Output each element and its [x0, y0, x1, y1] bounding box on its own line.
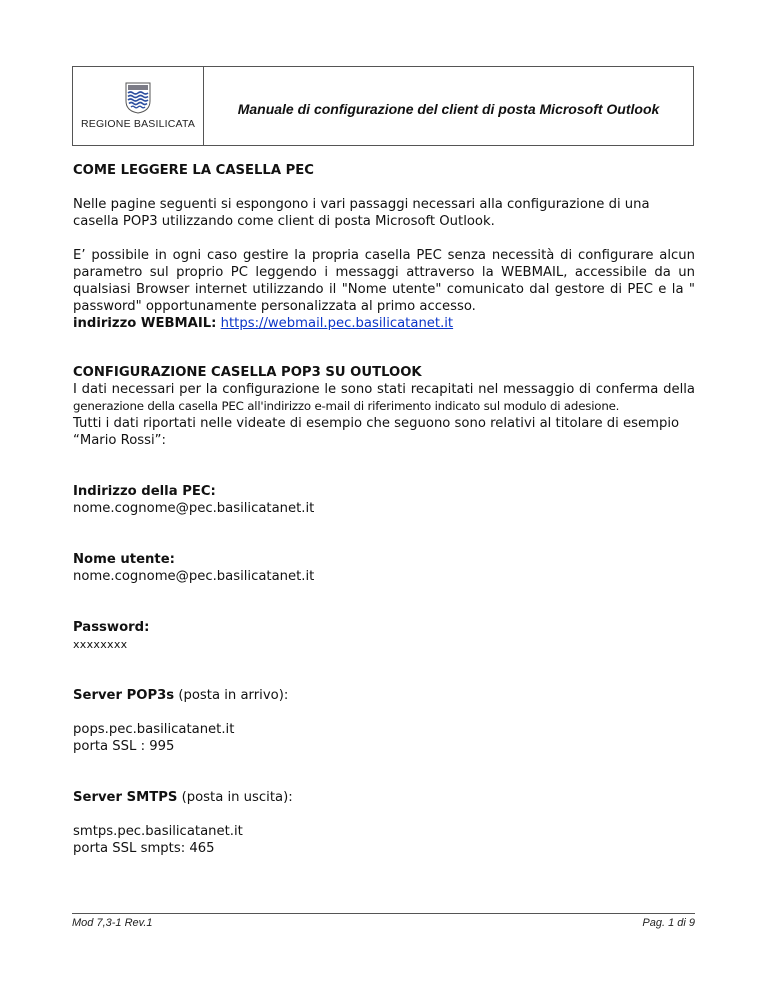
page-footer — [72, 913, 695, 929]
webmail-label: indirizzo WEBMAIL: — [73, 316, 217, 331]
password-label: Password: — [73, 620, 150, 635]
footer-module-code: Mod 7,3-1 Rev.1 — [72, 917, 153, 929]
document-body — [73, 162, 695, 857]
intro-paragraph: Nelle pagine seguenti si espongono i vari passaggi necessari alla configurazione di una casella POP3 utilizzando come client di posta Microsoft Outlook. — [73, 197, 650, 229]
smtp-port: porta SSL smpts: 465 — [73, 841, 215, 856]
footer-page-number: Pag. 1 di 9 — [642, 917, 695, 929]
smtp-server-heading — [73, 789, 695, 806]
pec-value: nome.cognome@pec.basilicatanet.it — [73, 501, 315, 516]
regione-basilicata-logo-icon — [125, 82, 151, 114]
document-header — [72, 66, 694, 146]
pop-port: porta SSL : 995 — [73, 739, 175, 754]
pop-server: pops.pec.basilicatanet.it — [73, 722, 235, 737]
example-paragraph: Tutti i dati riportati nelle videate di esempio che seguono sono relativi al titolare di esempio “Mario Rossi”: — [73, 416, 680, 448]
user-label: Nome utente: — [73, 552, 175, 567]
pop-label: Server POP3s — [73, 688, 175, 703]
webmail-line — [73, 315, 695, 332]
smtp-label: Server SMTPS — [73, 790, 178, 805]
logo-text: REGIONE BASILICATA — [80, 118, 196, 130]
webmail-paragraph: E’ possibile in ogni caso gestire la propria casella PEC senza necessità di configurare alcun parametro sul proprio PC leggendo i messaggi attraverso la WEBMAIL, accessibile da un qualsiasi Browser internet utilizzando il "Nome utente" comunicato dal gestore di PEC e la " password" opportunamente personalizzata al primo accesso. — [73, 248, 695, 314]
user-value: nome.cognome@pec.basilicatanet.it — [73, 569, 315, 584]
password-value: xxxxxxxx — [73, 638, 128, 651]
logo-cell — [73, 67, 204, 145]
section-heading-config: CONFIGURAZIONE CASELLA POP3 SU OUTLOOK — [73, 365, 422, 380]
config-line-2: generazione della casella PEC all'indirizzo e-mail di riferimento indicato sul modulo di adesione. — [73, 399, 620, 413]
config-line-1: I dati necessari per la configurazione le sono stati recapitati nel messaggio di conferma della — [73, 382, 695, 397]
section-heading-read: COME LEGGERE LA CASELLA PEC — [73, 163, 314, 178]
webmail-link[interactable]: https://webmail.pec.basilicatanet.it — [220, 316, 454, 331]
document-title: Manuale di configurazione del client di posta Microsoft Outlook — [237, 101, 660, 117]
pec-label: Indirizzo della PEC: — [73, 484, 216, 499]
smtp-server: smtps.pec.basilicatanet.it — [73, 824, 243, 839]
smtp-note: (posta in uscita): — [177, 790, 293, 805]
pop-note: (posta in arrivo): — [174, 688, 289, 703]
pop-server-heading — [73, 687, 695, 704]
